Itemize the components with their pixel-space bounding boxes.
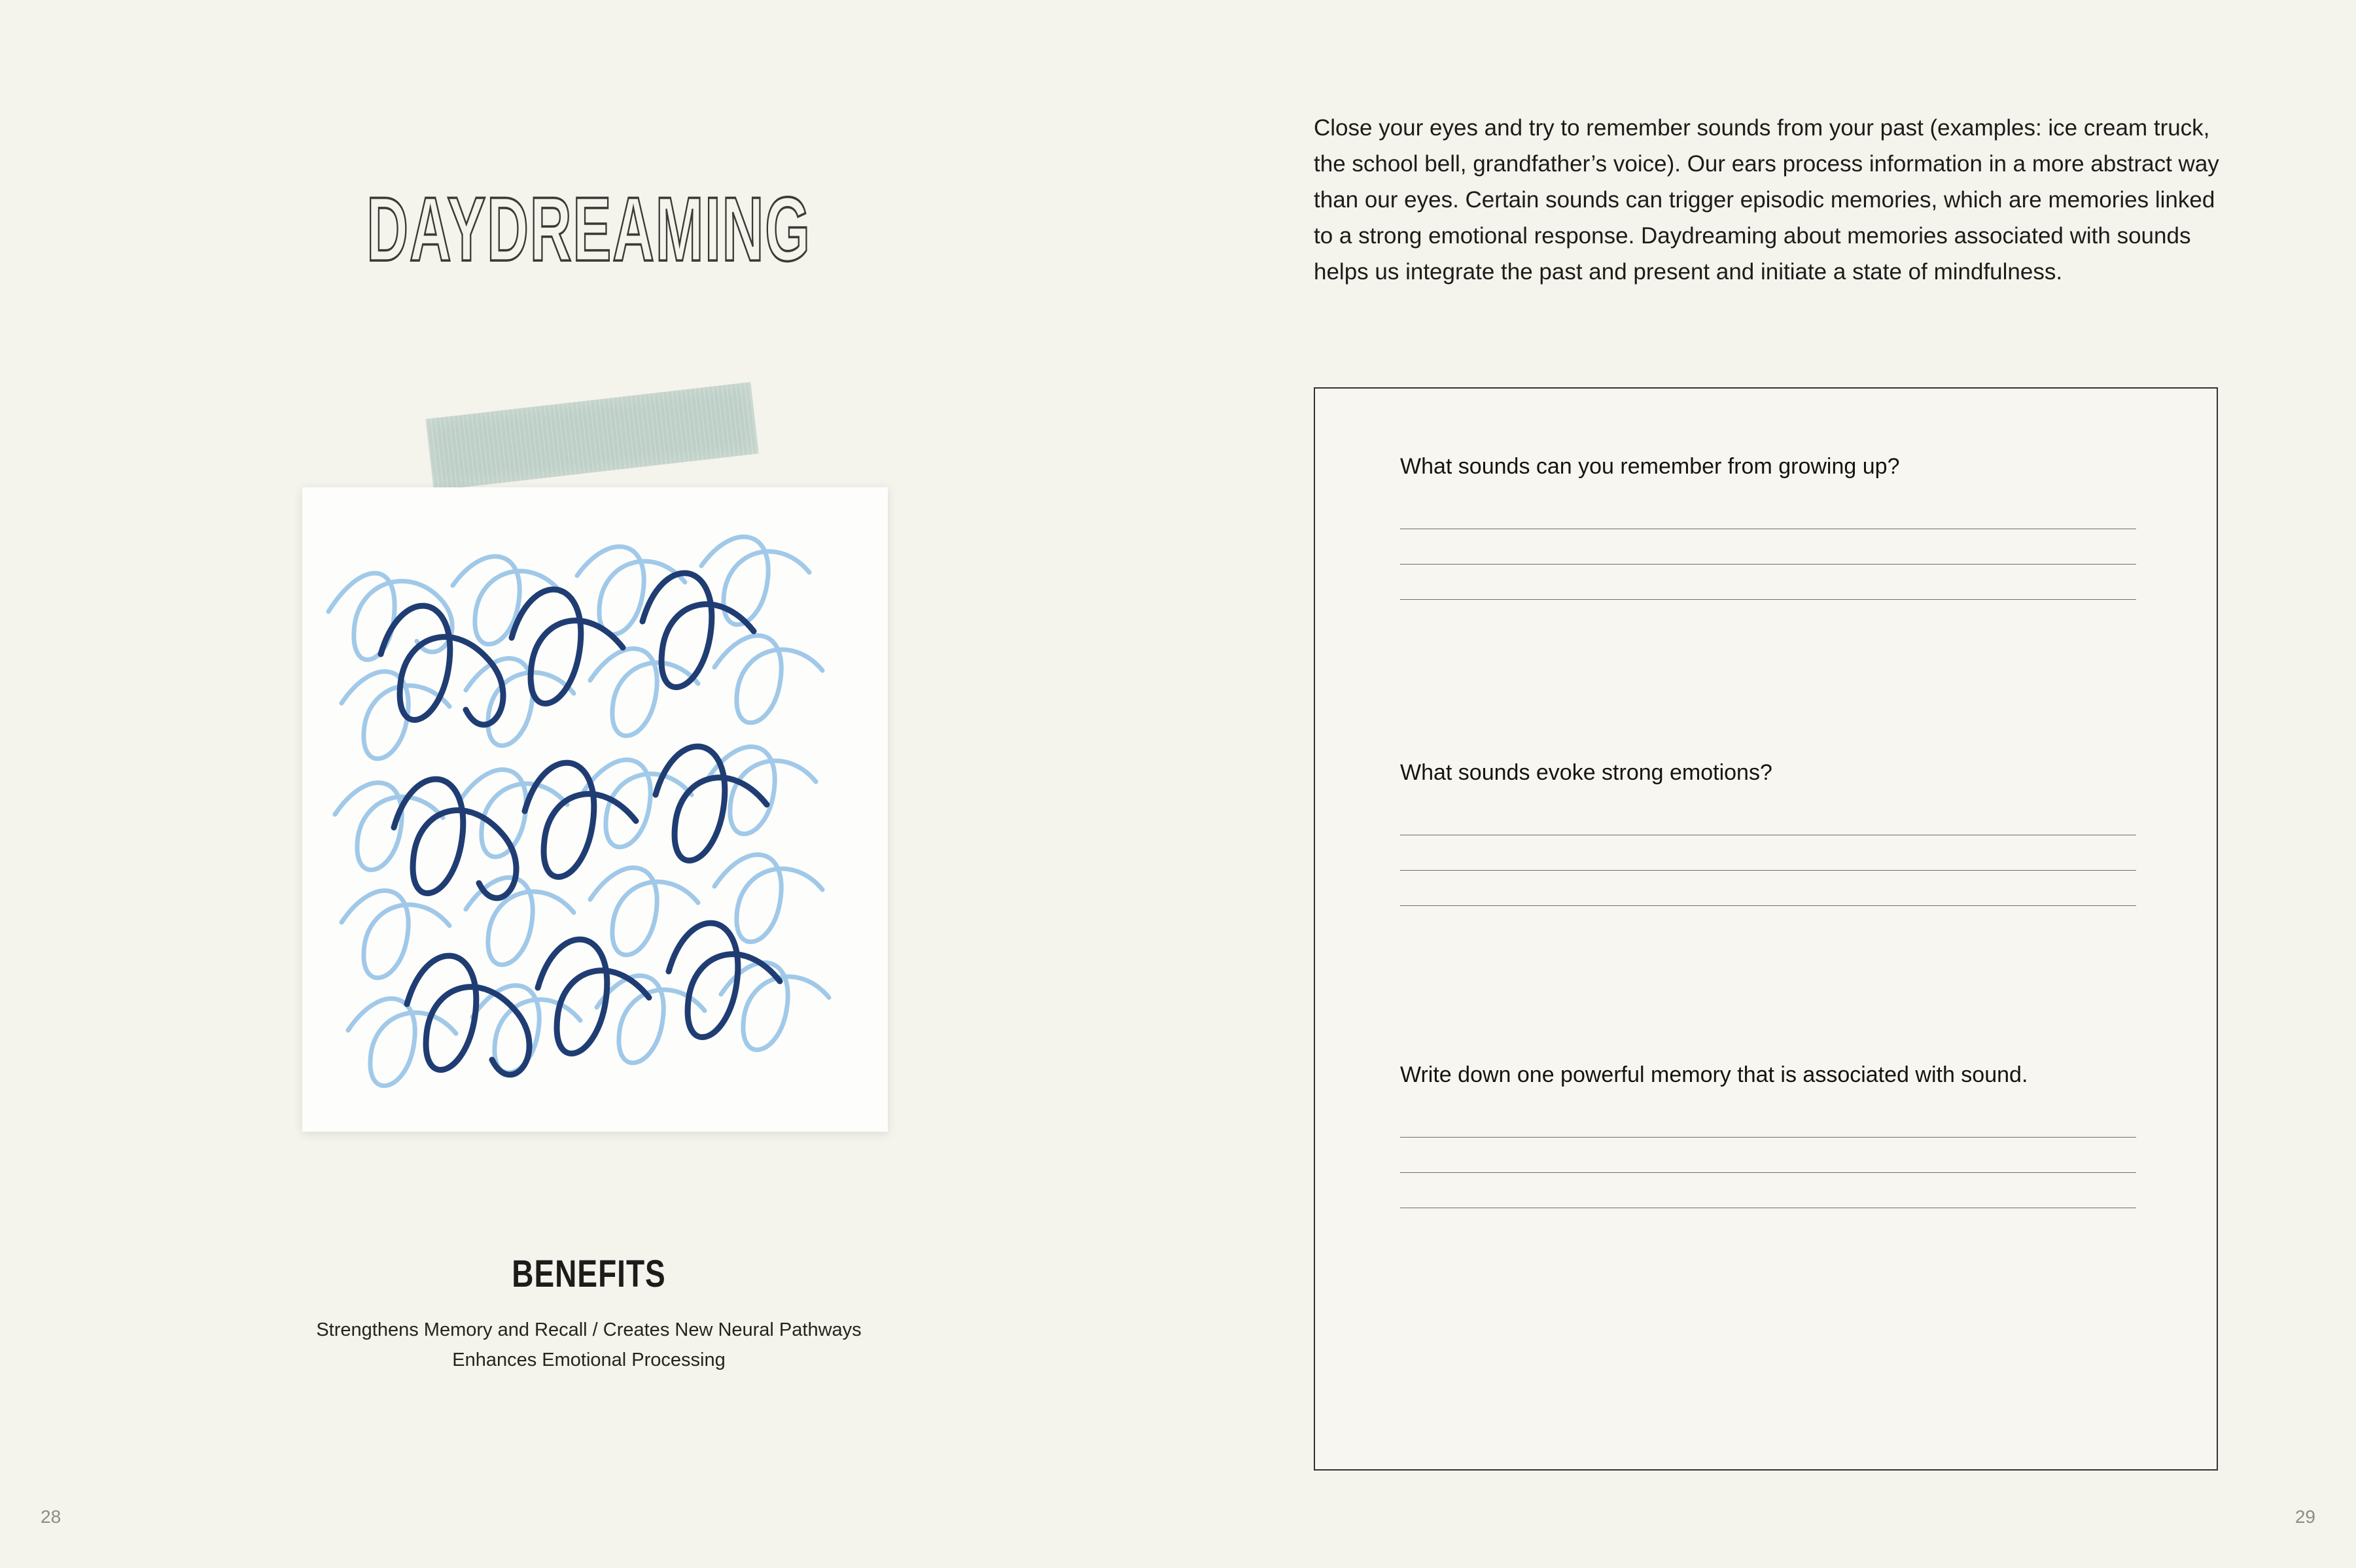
benefits-list: [0, 1315, 1178, 1375]
benefits-line-2: Enhances Emotional Processing: [452, 1350, 726, 1370]
question-block-2: [1400, 755, 2136, 906]
page-title: DAYDREAMING: [366, 179, 811, 281]
answer-line[interactable]: [1400, 1172, 2136, 1173]
doodle-scribbles-icon: [302, 487, 888, 1132]
right-page: [1178, 0, 2356, 1568]
answer-line[interactable]: [1400, 905, 2136, 906]
intro-paragraph: Close your eyes and try to remember sounds from your past (examples: ice cream truck, the school bell, grandfather’s voice). Our ears process information in a more abstract way than our eyes. Certain sounds can trigger episodic memories, which are memories linked to a strong emotional response. Daydreaming about memories associated with sounds helps us integrate the past and present and initiate a state of mindfulness.: [1314, 115, 2219, 285]
question-prompt-1: What sounds can you remember from growing up?: [1400, 454, 1900, 479]
washi-tape-decoration: [425, 382, 758, 491]
answer-line[interactable]: [1400, 870, 2136, 871]
answer-line[interactable]: [1400, 599, 2136, 600]
question-block-3: [1400, 1057, 2136, 1208]
answer-line[interactable]: [1400, 564, 2136, 565]
question-block-1: [1400, 449, 2136, 600]
page-number-left: 28: [41, 1507, 62, 1527]
benefits-line-1: Strengthens Memory and Recall / Creates New Neural Pathways: [316, 1319, 862, 1340]
doodle-artwork-card: [302, 487, 888, 1132]
page-number-right: 29: [2294, 1507, 2315, 1527]
answer-line[interactable]: [1400, 1137, 2136, 1138]
worksheet-box: [1314, 387, 2218, 1471]
question-prompt-2: What sounds evoke strong emotions?: [1400, 760, 1772, 785]
question-prompt-3: Write down one powerful memory that is associated with sound.: [1400, 1062, 2028, 1087]
benefits-heading: BENEFITS: [512, 1251, 666, 1295]
